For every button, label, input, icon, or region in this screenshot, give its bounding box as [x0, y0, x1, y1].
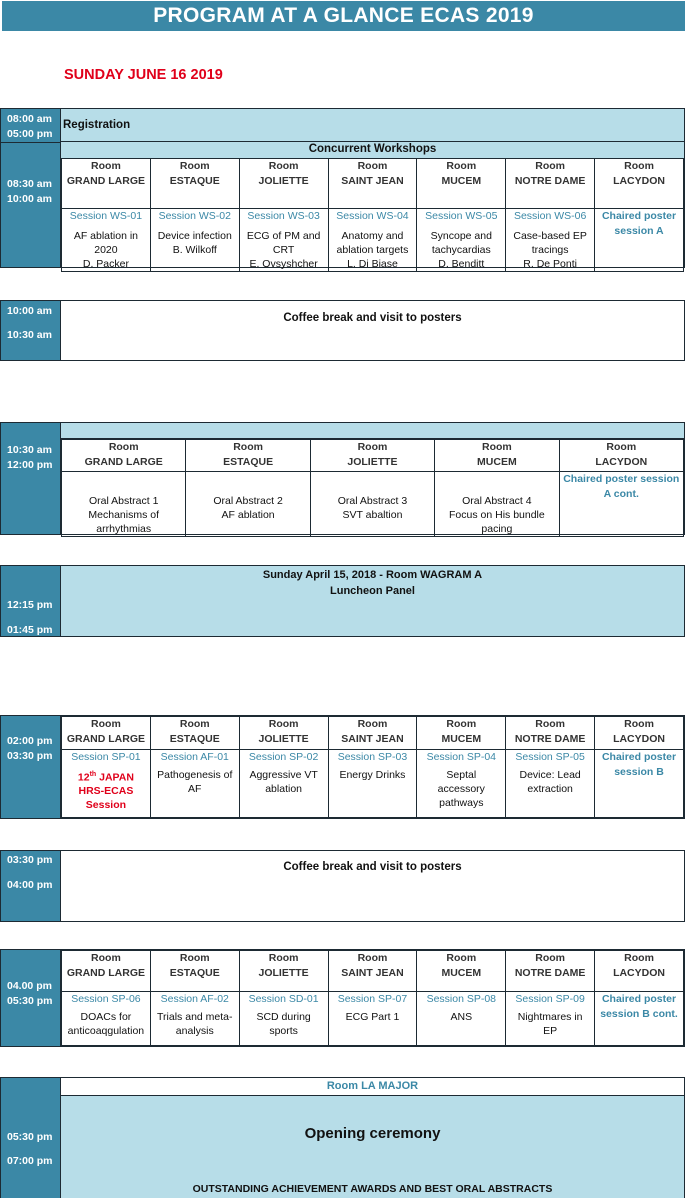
- oral-abstracts-table: [61, 439, 684, 537]
- topic-line: Septal: [446, 768, 477, 781]
- topic-line: Mechanisms of: [88, 509, 159, 521]
- topic-line: Oral Abstract 3: [337, 495, 408, 507]
- session-code: Session WS-01: [62, 209, 151, 227]
- chaired-line: Chaired poster: [601, 210, 677, 222]
- room-name: ESTAQUE: [223, 456, 274, 468]
- topic-line: pathways: [439, 796, 484, 809]
- room-header: [595, 717, 684, 750]
- room-name: NOTRE DAME: [514, 967, 586, 979]
- chaired-poster-cell: [595, 750, 684, 818]
- registration-workshops-block: [0, 108, 685, 268]
- room-label: Room: [357, 441, 388, 453]
- time-end: 07:00 pm: [7, 1155, 53, 1167]
- session-code: Session SP-05: [506, 750, 595, 766]
- room-label: Room: [446, 160, 477, 172]
- room-header: [328, 951, 417, 992]
- room-header: [62, 440, 186, 472]
- session-code: Session SP-09: [506, 992, 595, 1008]
- topic-superscript: th: [89, 770, 97, 778]
- day-heading: SUNDAY JUNE 16 2019: [64, 67, 223, 83]
- topic-line: Oral Abstract 2: [213, 495, 283, 507]
- topic-line: tracings: [531, 243, 569, 256]
- time-end: 12:00 pm: [7, 459, 53, 471]
- room-name: GRAND LARGE: [66, 967, 145, 979]
- topic-line: accessory: [437, 782, 485, 795]
- room-header: [150, 159, 239, 209]
- room-header: [417, 717, 506, 750]
- topic-line: D. Packer: [82, 257, 129, 270]
- session-topic: [417, 227, 506, 272]
- session-topic: [186, 472, 310, 537]
- session-code: Session SP-01: [62, 750, 151, 766]
- room-name: JOLIETTE: [258, 175, 309, 187]
- session-code: Session SP-07: [328, 992, 417, 1008]
- topic-line: Pathogenesis of: [157, 768, 233, 781]
- coffee-break-label: Coffee break and visit to posters: [283, 312, 462, 324]
- session-code: Session AF-02: [150, 992, 239, 1008]
- room-label: Room: [91, 160, 121, 172]
- room-label: Room: [91, 952, 121, 964]
- time-start: 05:30 pm: [7, 1131, 53, 1143]
- topic-line: Oral Abstract 1: [88, 495, 159, 507]
- topic-line: EP: [543, 1024, 558, 1037]
- session-topic: [150, 766, 239, 818]
- room-label: Room: [357, 718, 388, 730]
- room-name: MUCEM: [441, 175, 482, 187]
- room-label: Room: [446, 952, 477, 964]
- chaired-poster-cell: [595, 992, 684, 1046]
- room-name: JOLIETTE: [258, 733, 309, 745]
- topic-line: sports: [269, 1024, 298, 1037]
- room-name: MUCEM: [477, 456, 517, 468]
- room-label: Room: [624, 718, 654, 730]
- room-header: [62, 717, 151, 750]
- session-topic: [310, 472, 434, 537]
- room-header: [435, 440, 559, 472]
- topic-line: ANS: [450, 1010, 473, 1023]
- session-topic: [239, 766, 328, 818]
- topic-line: Aggressive VT: [249, 768, 318, 781]
- room-label: Room: [91, 718, 121, 730]
- room-label: Room: [624, 160, 654, 172]
- room-label: Room: [535, 718, 566, 730]
- room-label: Room: [535, 952, 566, 964]
- chaired-poster-cell: [595, 209, 684, 272]
- session-topic: [328, 766, 417, 818]
- topic-line: B. Wilkoff: [172, 243, 217, 256]
- chaired-poster-cell: [559, 472, 683, 537]
- room-label: Room: [108, 441, 139, 453]
- oral-abstracts-block: [0, 422, 685, 535]
- room-label: Room: [179, 952, 210, 964]
- room-header: [239, 951, 328, 992]
- topic-line: Session: [85, 799, 127, 811]
- topic-line: D. Benditt: [438, 257, 485, 270]
- session-code: Session SP-08: [417, 992, 506, 1008]
- registration-row: [61, 109, 684, 142]
- room-label: Room: [179, 718, 210, 730]
- time-column: [1, 566, 61, 636]
- topic-line: Nightmares in: [517, 1010, 583, 1023]
- room-label: Room: [446, 718, 477, 730]
- coffee-break-label: Coffee break and visit to posters: [283, 861, 462, 873]
- time-column: [1, 301, 61, 360]
- topic-line: AF: [188, 782, 202, 795]
- luncheon-block: [0, 565, 685, 637]
- page-title: PROGRAM AT A GLANCE ECAS 2019: [2, 1, 685, 31]
- topic-line: CRT: [272, 243, 295, 256]
- topic-line: AF ablation: [221, 509, 275, 521]
- time-start: 12:15 pm: [7, 599, 53, 611]
- topic-line: Anatomy and: [341, 229, 404, 242]
- topic-line: Trials and meta-: [157, 1010, 233, 1023]
- coffee-break-block: [0, 300, 685, 361]
- time-end: 10:00 am: [7, 193, 52, 205]
- time-end: 03:30 pm: [7, 750, 53, 762]
- room-name: GRAND LARGE: [84, 456, 163, 468]
- topic-line: R. De Ponti: [523, 257, 577, 270]
- opening-room-row: [61, 1078, 684, 1096]
- session-code: Session SP-06: [62, 992, 151, 1008]
- session-code: Session WS-03: [239, 209, 328, 227]
- room-header: [595, 159, 684, 209]
- room-name: ESTAQUE: [169, 175, 220, 187]
- opening-title: Opening ceremony: [304, 1125, 441, 1142]
- time-start: 04.00 pm: [7, 980, 52, 992]
- room-header: [62, 159, 151, 209]
- room-label: Room: [268, 952, 299, 964]
- topic-number: 12: [77, 771, 90, 783]
- room-name: LACYDON: [613, 967, 665, 979]
- room-header: [595, 951, 684, 992]
- session-code: Session WS-02: [150, 209, 239, 227]
- topic-line: SCD during: [256, 1010, 311, 1023]
- topic-line: Focus on His bundle: [449, 509, 545, 521]
- room-header: [559, 440, 683, 472]
- room-header: [310, 440, 434, 472]
- room-label: Room: [268, 718, 299, 730]
- opening-ceremony-block: [0, 1077, 685, 1198]
- chaired-line: session A: [614, 225, 664, 237]
- room-header: [328, 159, 417, 209]
- session-topic: [417, 766, 506, 818]
- room-header: [417, 951, 506, 992]
- late-sessions-block: [0, 949, 685, 1047]
- time-end: 05:30 pm: [7, 995, 53, 1007]
- room-name: LACYDON: [595, 456, 648, 468]
- session-topic: [506, 766, 595, 818]
- afternoon-sessions-table: [61, 716, 684, 818]
- session-topic: [328, 227, 417, 272]
- room-name: LACYDON: [613, 733, 665, 745]
- topic-line: HRS-ECAS: [78, 785, 134, 797]
- time-column: [1, 1078, 61, 1198]
- session-topic: [62, 227, 151, 272]
- topic-line: anticoaqgulation: [67, 1024, 145, 1037]
- room-header: [506, 159, 595, 209]
- coffee-break-block: [0, 850, 685, 922]
- session-code: Session SP-02: [239, 750, 328, 766]
- topic-line: extraction: [527, 782, 573, 795]
- room-label: Room: [179, 160, 210, 172]
- opening-body: [61, 1096, 684, 1198]
- room-label: Room: [268, 160, 299, 172]
- time-start: 08:30 am: [7, 178, 52, 190]
- late-sessions-table: [61, 950, 684, 1046]
- chaired-line: A cont.: [603, 488, 639, 500]
- session-code: Session WS-05: [417, 209, 506, 227]
- room-label: Room: [481, 441, 512, 453]
- session-topic: [435, 472, 559, 537]
- session-topic: [506, 1008, 595, 1046]
- session-code: Session SP-04: [417, 750, 506, 766]
- room-name: SAINT JEAN: [341, 733, 404, 745]
- room-label: Room: [624, 952, 654, 964]
- session-topic: [62, 472, 186, 537]
- room-label: Room: [535, 160, 566, 172]
- room-header: [62, 951, 151, 992]
- session-topic: [506, 227, 595, 272]
- room-header: [506, 717, 595, 750]
- time-column: [1, 109, 61, 267]
- topic-line: tachycardias: [431, 243, 491, 256]
- chaired-line: session B cont.: [600, 1008, 678, 1020]
- topic-line: Energy Drinks: [339, 768, 406, 781]
- session-topic: [150, 1008, 239, 1046]
- room-label: Room: [357, 952, 388, 964]
- topic-line: L. Di Biase: [347, 257, 398, 270]
- time-start: 10:30 am: [7, 444, 52, 456]
- chaired-line: Chaired poster session: [563, 473, 680, 485]
- topic-line: Device: Lead: [519, 768, 581, 781]
- room-name: LACYDON: [613, 175, 665, 187]
- room-name: GRAND LARGE: [66, 733, 145, 745]
- room-name: NOTRE DAME: [514, 175, 586, 187]
- session-topic: [62, 766, 151, 818]
- session-topic: [150, 227, 239, 272]
- session-topic: [239, 227, 328, 272]
- topic-line: ECG Part 1: [345, 1010, 400, 1023]
- opening-subtitle: OUTSTANDING ACHIEVEMENT AWARDS AND BEST ORAL ABSTRACTS: [192, 1183, 553, 1195]
- chaired-line: session B: [614, 766, 664, 778]
- topic-line: ablation targets: [336, 243, 409, 256]
- oral-header-strip: [61, 423, 684, 439]
- topic-line: [64, 768, 148, 785]
- time-end: 10:30 am: [7, 329, 52, 341]
- time-column: [1, 716, 61, 818]
- topic-line: Device infection: [157, 229, 232, 242]
- room-name: JOLIETTE: [258, 967, 309, 979]
- afternoon-sessions-block: [0, 715, 685, 819]
- chaired-line: Chaired poster: [601, 993, 677, 1005]
- room-name: JOLIETTE: [347, 456, 398, 468]
- topic-line: AF ablation in: [73, 229, 139, 242]
- chaired-line: Chaired poster: [601, 751, 677, 763]
- room-name: SAINT JEAN: [341, 175, 404, 187]
- topic-line: Oral Abstract 4: [462, 495, 532, 507]
- session-code: Session WS-04: [328, 209, 417, 227]
- topic-line: SVT abaltion: [342, 509, 403, 521]
- time-column: [1, 423, 61, 534]
- room-name: SAINT JEAN: [341, 967, 404, 979]
- session-topic: [62, 1008, 151, 1046]
- topic-line: analysis: [175, 1024, 214, 1037]
- room-name: ESTAQUE: [169, 967, 220, 979]
- time-column: [1, 851, 61, 921]
- time-end: 04:00 pm: [7, 879, 53, 891]
- topic-word: JAPAN: [99, 771, 134, 783]
- time-start: 02:00 pm: [7, 735, 53, 747]
- room-name: MUCEM: [441, 733, 482, 745]
- workshops-header: [61, 142, 684, 158]
- topic-line: 2020: [94, 243, 118, 256]
- topic-line: ablation: [265, 782, 302, 795]
- time-start: 08:00 am: [7, 113, 52, 125]
- time-start: 10:00 am: [7, 305, 52, 317]
- session-topic: [239, 1008, 328, 1046]
- room-header: [150, 717, 239, 750]
- time-end: 05:00 pm: [7, 128, 53, 140]
- session-code: Session SP-03: [328, 750, 417, 766]
- time-column: [1, 950, 61, 1046]
- workshops-table: [61, 158, 684, 272]
- workshops-title: Concurrent Workshops: [308, 143, 437, 155]
- room-header: [417, 159, 506, 209]
- registration-label: Registration: [63, 119, 131, 131]
- room-header: [186, 440, 310, 472]
- topic-line: E. Ovsyshcher: [249, 257, 318, 270]
- room-label: Room: [606, 441, 637, 453]
- room-label: Room: [357, 160, 388, 172]
- room-header: [150, 951, 239, 992]
- topic-line: arrhythmias: [96, 523, 152, 535]
- session-code: Session SD-01: [239, 992, 328, 1008]
- room-name: GRAND LARGE: [66, 175, 145, 187]
- session-code: Session WS-06: [506, 209, 595, 227]
- luncheon-title: Sunday April 15, 2018 - Room WAGRAM A: [262, 569, 483, 581]
- room-name: ESTAQUE: [169, 733, 220, 745]
- session-code: Session AF-01: [150, 750, 239, 766]
- topic-line: DOACs for: [80, 1010, 132, 1023]
- session-topic: [417, 1008, 506, 1046]
- topic-line: pacing: [481, 523, 513, 535]
- topic-line: Case-based EP: [513, 229, 587, 242]
- room-name: MUCEM: [441, 967, 482, 979]
- time-end: 01:45 pm: [7, 624, 53, 636]
- room-name: NOTRE DAME: [514, 733, 586, 745]
- room-header: [239, 717, 328, 750]
- opening-room: Room LA MAJOR: [326, 1080, 419, 1092]
- room-header: [239, 159, 328, 209]
- room-header: [328, 717, 417, 750]
- topic-line: ECG of PM and: [246, 229, 321, 242]
- room-header: [506, 951, 595, 992]
- session-topic: [328, 1008, 417, 1046]
- time-start: 03:30 pm: [7, 854, 53, 866]
- topic-line: Syncope and: [430, 229, 492, 242]
- luncheon-label: Luncheon Panel: [330, 585, 415, 597]
- room-label: Room: [233, 441, 263, 453]
